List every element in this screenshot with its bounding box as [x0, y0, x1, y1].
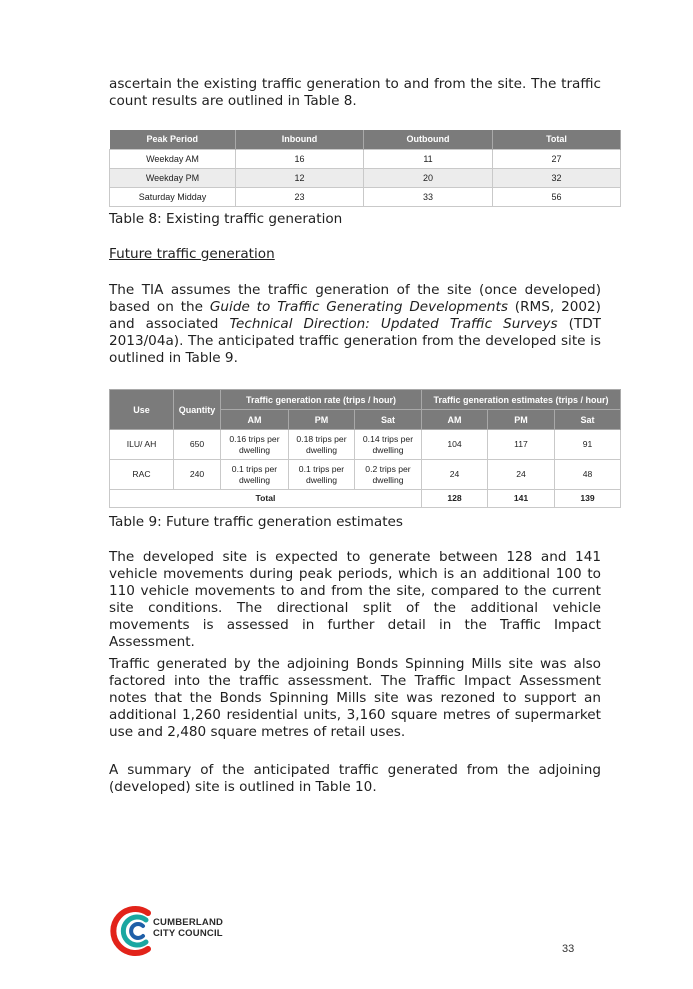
table-cell: Weekday PM [110, 168, 236, 187]
table-cell-rate: 0.14 trips per dwelling [355, 430, 422, 460]
tia-text-1: The TIA assumes the traffic generation of the site (once developed) based on the [109, 282, 601, 315]
table-cell-rate: 0.18 trips per dwelling [289, 430, 355, 460]
table-cell-use: ILU/ AH [110, 430, 174, 460]
table-cell: Weekday AM [110, 149, 236, 168]
table-9 [109, 389, 621, 508]
table-cell-rate: 0.2 trips per dwelling [355, 460, 422, 490]
council-name-line-2: CITY COUNCIL [153, 928, 223, 939]
table-total-label: Total [110, 490, 422, 508]
tia-paragraph [109, 282, 601, 367]
council-name-line-1: CUMBERLAND [153, 917, 224, 928]
table-cell-estimate: 91 [555, 430, 621, 460]
table-9-subheader: Sat [355, 410, 422, 430]
table-9-subheader: AM [221, 410, 289, 430]
summary-paragraph: A summary of the anticipated traffic generated from the adjoining (developed) site is outlined in Table 10. [109, 762, 601, 795]
technical-direction-title: Technical Direction: Updated Traffic Surveys [229, 316, 558, 332]
table-cell-estimate: 24 [422, 460, 488, 490]
table-cell-rate: 0.1 trips per dwelling [221, 460, 289, 490]
table-row [110, 187, 621, 206]
table-total-row [110, 490, 621, 508]
table-row [110, 460, 621, 490]
table-8-header: Total [493, 130, 621, 149]
intro-paragraph: ascertain the existing traffic generation to and from the site. The traffic count results are outlined in Table 8. [109, 76, 601, 109]
table-cell-use: RAC [110, 460, 174, 490]
table-cell: 33 [364, 187, 493, 206]
table-9-header-rate: Traffic generation rate (trips / hour) [221, 390, 422, 410]
table-cell-estimate: 104 [422, 430, 488, 460]
table-9-caption: Table 9: Future traffic generation estimates [109, 514, 403, 530]
table-cell: Saturday Midday [110, 187, 236, 206]
table-9-subheader: AM [422, 410, 488, 430]
table-cell-estimate: 48 [555, 460, 621, 490]
table-cell-estimate: 24 [488, 460, 555, 490]
developed-site-paragraph: The developed site is expected to generate between 128 and 141 vehicle movements during peak periods, which is an additional 100 to 110 vehicle movements to and from the site, compared to the current site conditions. The directional split of the additional vehicle movements is assessed in further detail in the Traffic Impact Assessment. [109, 549, 601, 650]
table-total-cell: 139 [555, 490, 621, 508]
table-cell: 32 [493, 168, 621, 187]
bonds-mill-paragraph: Traffic generated by the adjoining Bonds Spinning Mills site was also factored into the traffic assessment. The Traffic Impact Assessment notes that the Bonds Spinning Mills site was rezoned to support an additional 1,260 residential units, 3,160 square metres of supermarket use and 2,480 square metres of retail uses. [109, 656, 601, 740]
table-cell-rate: 0.16 trips per dwelling [221, 430, 289, 460]
table-row [110, 168, 621, 187]
tia-text-2: (RMS, 2002) and associated [109, 299, 601, 332]
table-9-header-row [110, 390, 621, 410]
guide-title: Guide to Traffic Generating Developments [209, 299, 508, 315]
table-cell-rate: 0.1 trips per dwelling [289, 460, 355, 490]
table-cell-estimate: 117 [488, 430, 555, 460]
table-total-cell: 141 [488, 490, 555, 508]
table-cell-quantity: 650 [174, 430, 221, 460]
table-8-caption: Table 8: Existing traffic generation [109, 211, 343, 227]
table-9-header-quantity: Quantity [174, 390, 221, 430]
table-8 [109, 130, 621, 207]
logo-blue-arc [131, 924, 143, 938]
table-cell: 11 [364, 149, 493, 168]
table-cell: 23 [236, 187, 364, 206]
table-8-header: Peak Period [110, 130, 236, 149]
table-9-subheader: Sat [555, 410, 621, 430]
table-row [110, 430, 621, 460]
table-8-header: Inbound [236, 130, 364, 149]
table-cell: 20 [364, 168, 493, 187]
table-9-subheader: PM [289, 410, 355, 430]
table-cell-quantity: 240 [174, 460, 221, 490]
table-cell: 27 [493, 149, 621, 168]
table-9-subheader: PM [488, 410, 555, 430]
table-8-header: Outbound [364, 130, 493, 149]
section-heading: Future traffic generation [109, 246, 275, 262]
table-cell: 56 [493, 187, 621, 206]
table-row [110, 149, 621, 168]
council-name [153, 917, 223, 939]
logo-teal-arc [123, 917, 146, 945]
table-9-header-use: Use [110, 390, 174, 430]
table-cell: 16 [236, 149, 364, 168]
table-cell: 12 [236, 168, 364, 187]
table-total-cell: 128 [422, 490, 488, 508]
table-9-header-estimates: Traffic generation estimates (trips / hour) [422, 390, 621, 410]
page-number: 33 [562, 943, 575, 955]
table-8-header-row [110, 130, 621, 149]
tia-text-3: (TDT 2013/04a). The anticipated traffic generation from the developed site is outlined in Table 9. [109, 316, 601, 366]
